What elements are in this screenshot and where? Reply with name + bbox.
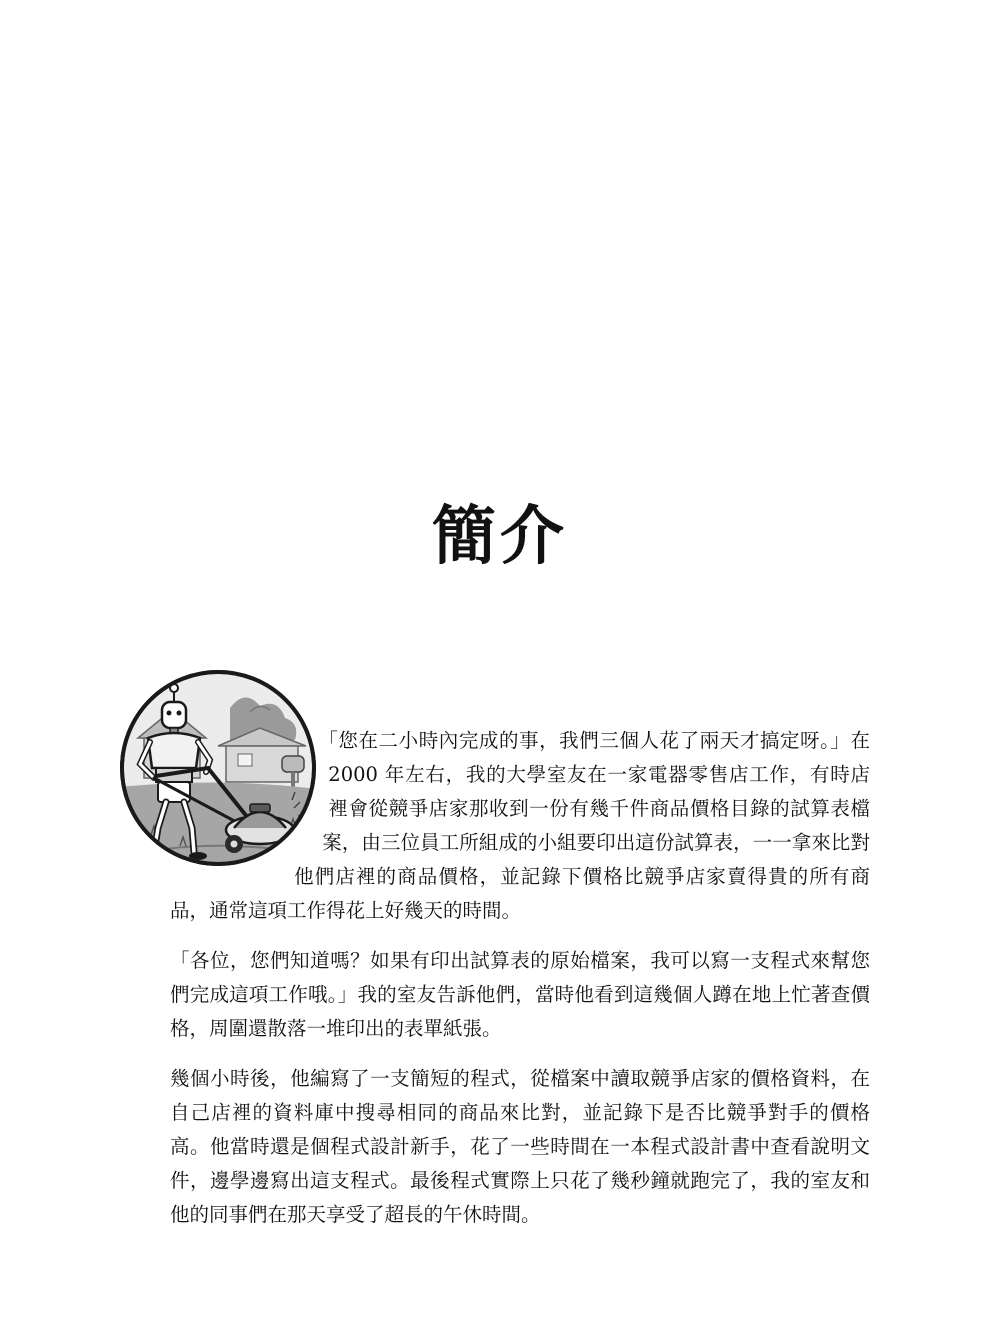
paragraph-2: 「各位，您們知道嗎？如果有印出試算表的原始檔案，我可以寫一支程式來幫您們完成這項工作哦。」我的室友告訴他們，當時他看到這幾個人蹲在地上忙著查價格，周圍還散落一堆印出的表單紙張。 <box>170 949 870 1040</box>
paragraph-3: 幾個小時後，他編寫了一支簡短的程式，從檔案中讀取競爭店家的價格資料，在自己店裡的資料庫中搜尋相同的商品來比對，並記錄下是否比競爭對手的價格高。他當時還是個程式設計新手，花了一些時間在一本程式設計書中查看說明文件，邊學邊寫出這支程式。最後程式實際上只花了幾秒鐘就跑完了，我的室友和他的同事們在那天享受了超長的午休時間。 <box>170 1067 870 1226</box>
paragraph-1: 「您在二小時內完成的事，我們三個人花了兩天才搞定呀。」在 2000 年左右，我的大學室友在一家電器零售店工作，有時店裡會從競爭店家那收到一份有幾千件商品價格目錄的試算表檔案，由三位員工所組成的小組要印出這份試算表，一一拿來比對他們店裡的商品價格，並記錄下價格比競爭店家賣得貴的所有商品，通常這項工作得花上好幾天的時間。 <box>170 729 870 922</box>
chapter-title: 簡介 <box>432 499 568 574</box>
robot-mowing-lawn-illustration <box>110 668 325 868</box>
body-text <box>170 724 870 1248</box>
